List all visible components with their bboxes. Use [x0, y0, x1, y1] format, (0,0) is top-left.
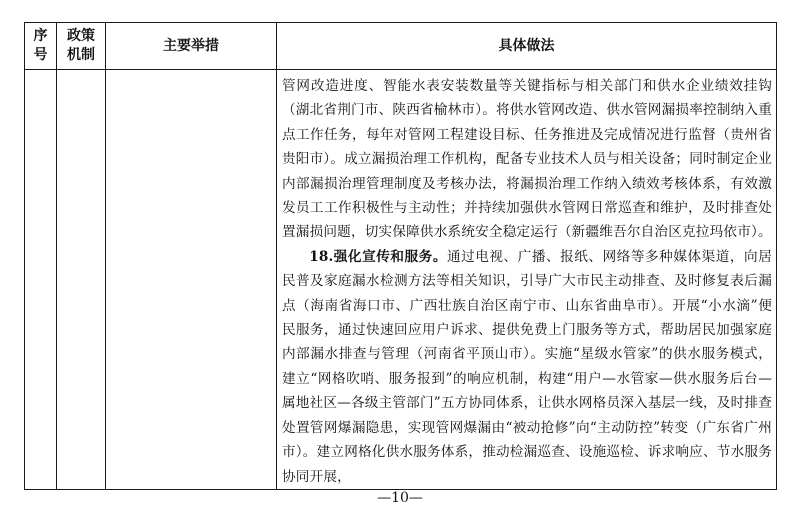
- page-number: —10—: [377, 490, 423, 506]
- table-body: [25, 70, 777, 490]
- method-paragraph-continuation: 管网改造进度、智能水表安装数量等关键指标与相关部门和供水企业绩效挂钩（湖北省荆门市、陕西省榆林市）。将供水管网改造、供水管网漏损率控制纳入重点工作任务，每年对管网工程建设目标、任务推进及完成情况进行监督（贵州省贵阳市）。成立漏损治理工作机构，配备专业技术人员与相关设备；同时制定企业内部漏损治理管理制度及考核办法，将漏损治理工作纳入绩效考核体系，有效激发员工工作积极性与主动性；并持续加强供水管网日常巡查和维护，及时排查处置漏损问题，切实保障供水系统安全稳定运行（新疆维吾尔自治区克拉玛依市）。: [282, 78, 772, 241]
- item-text-18: 通过电视、广播、报纸、网络等多种媒体渠道，向居民普及家庭漏水检测方法等相关知识，引导广大市民主动排查、及时修复表后漏点（海南省海口市、广西壮族自治区南宁市、山东省曲阜市）。开展“小水滴”便民服务，通过快速回应用户诉求、提供免费上门服务等方式，帮助居民加强家庭内部漏水排查与管理（河南省平顶山市）。实施“星级水管家”的供水服务模式，建立“网格吹哨、服务报到”的响应机制，构建“用户—水管家—供水服务后台—属地社区—各级主管部门”五方协同体系，让供水网格员深入基层一线，及时排查处置管网爆漏隐患，实现管网爆漏由“被动抢修”向“主动防控”转变（广东省广州市）。建立网格化供水服务体系，推动检漏巡查、设施巡检、诉求响应、节水服务协同开展，: [282, 248, 772, 485]
- header-measures: [106, 23, 277, 70]
- header-row: [25, 23, 777, 70]
- header-seq-label: 序 号: [33, 28, 48, 63]
- cell-method: [277, 70, 777, 490]
- cell-mechanism: [57, 70, 106, 490]
- header-mechanism-label: 政策 机制: [67, 28, 95, 63]
- header-mechanism: [57, 23, 106, 70]
- header-method-label: 具体做法: [498, 37, 555, 54]
- cell-measures: [106, 70, 277, 490]
- cell-seq: [25, 70, 57, 490]
- header-seq: [25, 23, 57, 70]
- method-text: [277, 70, 776, 489]
- table-header: [25, 23, 777, 70]
- header-method: [277, 23, 777, 70]
- table-row: [25, 70, 777, 490]
- item-title-18: 18.强化宣传和服务。: [309, 248, 447, 265]
- header-measures-label: 主要举措: [163, 37, 219, 54]
- policy-table: [24, 22, 777, 490]
- method-paragraph-item-18: [282, 245, 772, 489]
